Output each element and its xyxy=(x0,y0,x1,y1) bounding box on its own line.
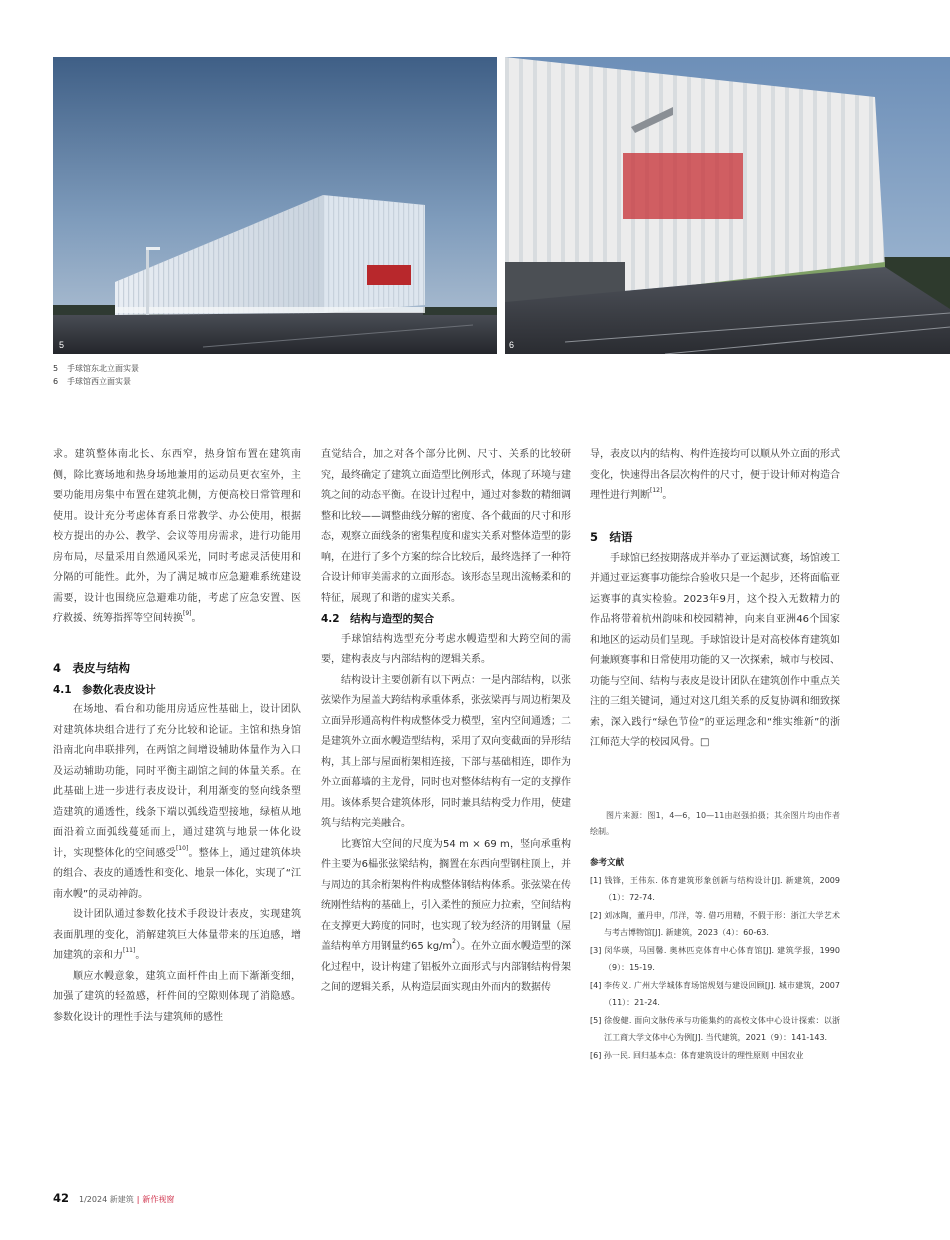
caption-5 xyxy=(53,362,139,375)
text: 。 xyxy=(662,490,673,501)
reference-item: [2] 刘冰陶，董丹申，邝洋，等. 借巧用精，不假于形：浙江大学艺术与考古博物馆[J]. 新建筑，2023（4）：60-63. xyxy=(590,910,840,937)
building-photo-west xyxy=(505,57,950,354)
reference-item: [5] 徐俊健. 面向文脉传承与功能集约的高校文体中心设计探索：以浙江工商大学文体中心为例[J]. 当代建筑，2021（9）：141-143. xyxy=(590,1015,840,1042)
caption-6 xyxy=(53,375,139,388)
citation: [12] xyxy=(650,487,663,494)
paragraph xyxy=(321,835,571,999)
citation: [11] xyxy=(123,947,136,954)
reference-item: [4] 李传义. 广州大学城体育场馆规划与建设回顾[J]. 城市建筑，2007（11）：21-24. xyxy=(590,980,840,1007)
caption-number: 5 xyxy=(53,364,59,373)
journal-issue: 1/2024 新建筑 xyxy=(79,1195,134,1204)
reference-item: [1] 钱锋，王伟东. 体育建筑形象创新与结构设计[J]. 新建筑，2009（1）：72-74. xyxy=(590,875,840,902)
text: ）。在外立面水幔造型的深化过程中，设计构建了铝板外立面形式与内部钢结构骨架之间的逻辑关系，从构造层面实现由外而内的数据传 xyxy=(321,941,572,993)
footer-separator: | xyxy=(136,1195,140,1204)
text: 设计团队通过参数化技术手段设计表皮，实现建筑表面肌理的变化，消解建筑巨大体量带来的压迫感，增加建筑的亲和力 xyxy=(53,909,301,961)
citation: [10] xyxy=(175,844,189,852)
paragraph: 手球馆已经按期落成并举办了亚运测试赛，场馆竣工并通过亚运赛事功能综合验收只是一个起步，还将面临亚运赛事的真实检验。2023年9月，这个投入无数精力的作品将带着杭州韵味和校园精神，向来自亚洲46个国家和地区的运动员们呈现。手球馆设计是对高校体育建筑如何兼顾赛事和日常使用功能的又一次探索，城市与校园、功能与空间、结构与表皮是设计团队在建筑创作中重点关注的三组关键词，通过对这几组关系的反复协调和细致探索，深入践行“绿色节俭”的亚运理念和“维实维新”的浙江师范大学的校园风骨。□ xyxy=(590,552,840,748)
paragraph xyxy=(53,700,301,905)
caption-text: 手球馆西立面实景 xyxy=(67,377,131,386)
paragraph xyxy=(53,445,301,630)
text-column-3 xyxy=(590,445,840,1064)
caption-number: 6 xyxy=(53,377,59,386)
subsection-heading-4-2: 4.2 结构与造型的契合 xyxy=(321,613,435,625)
text: 。 xyxy=(191,613,202,624)
photo-6 xyxy=(505,57,950,354)
photo-number-6: 6 xyxy=(509,340,515,350)
paragraph xyxy=(53,905,301,967)
reference-item: [6] 孙一民. 回归基本点：体育建筑设计的理性原则 中国农业 xyxy=(590,1050,804,1060)
paragraph: 手球馆结构选型充分考虑水幔造型和大跨空间的需要，建构表皮与内部结构的逻辑关系。 xyxy=(321,633,571,665)
photo-5 xyxy=(53,57,497,354)
section-heading-4: 4 表皮与结构 xyxy=(53,660,131,675)
superscript: 2 xyxy=(452,938,456,945)
paragraph: 顺应水幔意象，建筑立面杆件由上而下渐渐变细，加强了建筑的轻盈感，杆件间的空隙则体现了消隐感。参数化设计的理性手法与建筑师的感性 xyxy=(53,970,301,1023)
citation: [9] xyxy=(183,610,192,617)
photo-number-5: 5 xyxy=(59,340,65,350)
caption-text: 手球馆东北立面实景 xyxy=(67,364,139,373)
text: 。整体上，通过建筑体块的组合、表皮的通透性和变化、地景一体化，实现了“江南水幔”的灵动神韵。 xyxy=(53,847,302,900)
figure-captions xyxy=(53,362,139,388)
page-number: 42 xyxy=(53,1191,70,1205)
building-photo-northeast xyxy=(53,57,497,354)
paragraph: 直觉结合，加之对各个部分比例、尺寸、关系的比较研究，最终确定了建筑立面造型比例形式，体现了环境与建筑之间的动态平衡。在设计过程中，通过对参数的精细调整和比较——调整曲线分解的密度、各个截面的尺寸和形态，观察立面线条的密集程度和虚实关系对整体造型的影响，在进行了多个方案的综合比较后，最终选择了一种符合设计师审美需求的立面形态。该形态呈现出流畅柔和的特征，展现了和谐的虚实关系。 xyxy=(321,449,571,604)
text: 在场地、看台和功能用房适应性基础上，设计团队对建筑体块组合进行了充分比较和论证。主馆和热身馆沿南北向串联排列，在两馆之间增设辅助体量作为入口及运动辅助功能，同时平衡主副馆之间的体量关系。在此基础上进一步进行表皮设计，利用渐变的竖向线条塑造建筑的通透性，线条下端以弧线造型接地，绿植从地面沿着立面弧线蔓延而上，通过建筑与地景一体化设计，实现整体化的空间感受 xyxy=(53,704,301,859)
text: 求。建筑整体南北长、东西窄，热身馆布置在建筑南侧，除比赛场地和热身场地兼用的运动员更衣室外，主要功能用房集中布置在建筑北侧，方便高校日常管理和使用。设计充分考虑体育系日常教学、办公使用，根据校方提出的办公、教学、会议等用房需求，进行功能用房布局，尽量采用自然通风采光，同时考虑灵活使用和分隔的可能性。此外，为了满足城市应急避难系统建设需要，设计也围绕应急避难功能，考虑了应急安置、医疗救援、统筹指挥等空间转换 xyxy=(53,449,301,624)
section-heading-5: 5 结语 xyxy=(590,529,633,544)
references-title: 参考文献 xyxy=(590,857,625,868)
references-list xyxy=(590,872,840,1065)
section-name: 新作视窗 xyxy=(142,1195,175,1204)
text: 比赛馆大空间的尺度为54 m × 69 m，竖向承重构件主要为6榀张弦梁结构，搁置在东西向型钢柱顶上，并与周边的其余桁架构件构成整体钢结构体系。张弦梁在传统刚性结构的基础上，引入柔性的预应力拉索，空间结构在支撑更大跨度的同时，也实现了较为经济的用钢量（屋盖结构单方用钢量约65 kg/m xyxy=(321,838,571,952)
subsection-heading-4-1: 4.1 参数化表皮设计 xyxy=(53,683,156,696)
text: 导，表皮以内的结构、构件连接均可以顺从外立面的形式变化，快速得出各层次构件的尺寸，便于设计师对构造合理性进行判断 xyxy=(590,449,840,501)
text-column-2 xyxy=(321,445,571,999)
image-credit: 图片来源：图1，4—6，10—11由赵强拍摄；其余图片均由作者绘制。 xyxy=(590,810,840,836)
text-column-1 xyxy=(53,445,301,1028)
paragraph: 结构设计主要创新有以下两点：一是内部结构，以张弦梁作为屋盖大跨结构承重体系，张弦梁再与周边桁架及立面异形通高构件构成整体受力模型，室内空间通透；二是建筑外立面水幔造型结构，采用了双向变截面的异形结构，其上部与屋面桁架相连接，下部与基础相连，即作为外立面幕墙的主龙骨，同时也对整体结构有一定的支撑作用。该体系契合建筑体形，同时兼具结构受力作用，使建筑与结构完美融合。 xyxy=(321,674,571,829)
page-footer xyxy=(53,1191,174,1205)
text: 。 xyxy=(135,950,146,961)
reference-item: [3] 闵华瑛，马国馨. 奥林匹克体育中心体育馆[J]. 建筑学报，1990（9）：15-19. xyxy=(590,945,840,972)
paragraph xyxy=(590,445,840,507)
